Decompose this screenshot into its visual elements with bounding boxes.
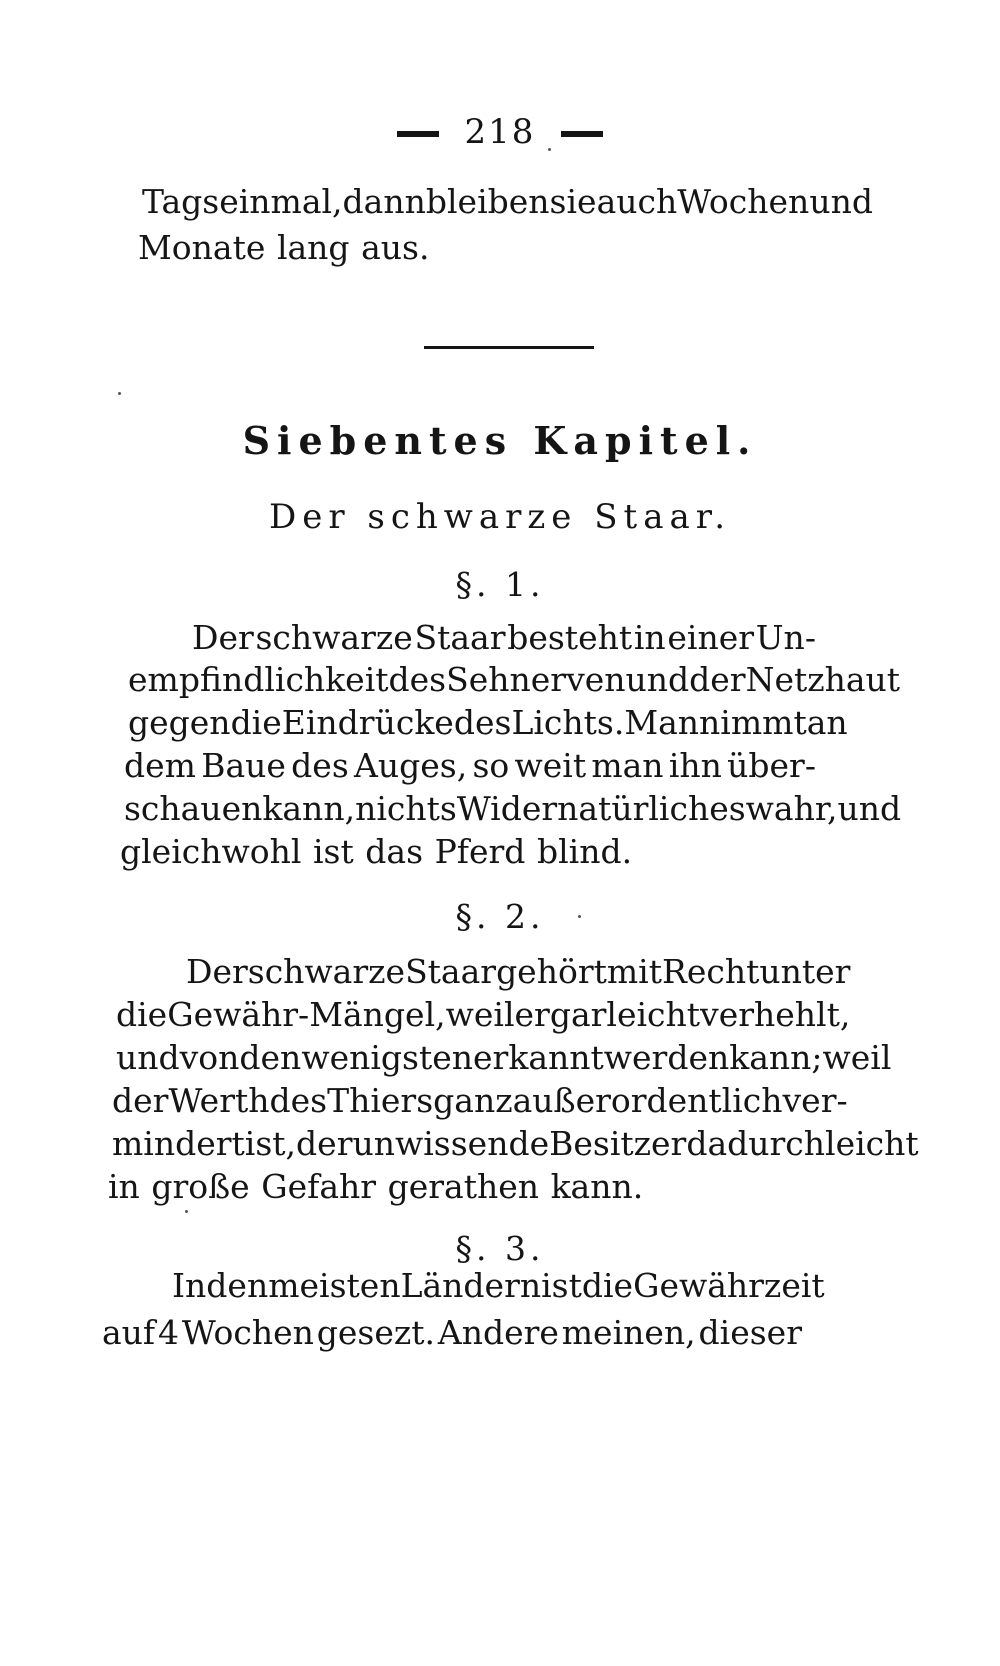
word: in xyxy=(633,618,666,657)
header-left-dash xyxy=(397,131,439,137)
word: in xyxy=(108,1167,140,1206)
word: Sehnerven xyxy=(446,660,626,699)
word: ver- xyxy=(782,1081,848,1120)
word: In xyxy=(172,1266,207,1305)
word: einer xyxy=(667,618,755,657)
word: bleiben xyxy=(425,182,550,221)
word: dann xyxy=(342,182,426,221)
word: weil xyxy=(822,1038,892,1077)
word: kann, xyxy=(262,789,356,828)
word: gehört xyxy=(496,952,607,991)
word: Netzhaut xyxy=(745,660,901,699)
word: blind. xyxy=(536,832,633,871)
paragraph-line xyxy=(172,1266,825,1306)
word: Wochen xyxy=(677,182,810,221)
word: unter xyxy=(759,952,851,991)
word: Widernatürliches xyxy=(456,789,746,828)
word: Werth xyxy=(168,1081,270,1120)
word: wenigsten xyxy=(301,1038,474,1077)
paragraph-line xyxy=(124,746,816,786)
word: meinen, xyxy=(561,1313,696,1352)
word: Thiers xyxy=(327,1081,434,1120)
word: über- xyxy=(727,746,816,785)
word: Tags xyxy=(142,182,220,221)
word: nichts xyxy=(355,789,457,828)
word: und xyxy=(116,1038,180,1077)
section-divider-rule xyxy=(424,346,594,349)
word: aus. xyxy=(361,228,430,267)
word: an xyxy=(806,703,848,742)
word: lang xyxy=(276,228,350,267)
word: einmal, xyxy=(219,182,343,221)
word: Staar xyxy=(414,618,506,657)
word: unwissende xyxy=(352,1124,550,1163)
word: Man xyxy=(624,703,700,742)
paragraph-line xyxy=(124,789,902,829)
word: ganz xyxy=(433,1081,513,1120)
word: kann; xyxy=(729,1038,823,1077)
word: besteht xyxy=(507,618,633,657)
word: der xyxy=(112,1081,169,1120)
word: gleichwohl xyxy=(120,832,302,871)
word: so xyxy=(472,746,510,785)
section-heading: §. 1. xyxy=(455,565,545,604)
word: außerordentlich xyxy=(512,1081,783,1120)
word: Gewährzeit xyxy=(633,1266,825,1305)
word: ist xyxy=(312,832,354,871)
paragraph-line xyxy=(192,618,816,658)
word: Baue xyxy=(201,746,286,785)
carryover-line xyxy=(142,182,873,222)
word: ist xyxy=(541,1266,582,1305)
word: mindert xyxy=(112,1124,245,1163)
word: von xyxy=(179,1038,240,1077)
word: empfindlichkeit xyxy=(128,660,389,699)
word: nimmt xyxy=(699,703,807,742)
word: des xyxy=(388,660,447,699)
word: kann. xyxy=(550,1167,644,1206)
header-right-dash xyxy=(561,131,603,137)
word: Gefahr xyxy=(261,1167,377,1206)
word: und xyxy=(625,660,690,699)
word: große xyxy=(151,1167,250,1206)
word: leicht xyxy=(606,995,701,1034)
word: Besitzer xyxy=(549,1124,687,1163)
paragraph-line xyxy=(112,1124,919,1164)
word: weit xyxy=(514,746,587,785)
word: auch xyxy=(596,182,678,221)
word: mit xyxy=(606,952,662,991)
word: Recht xyxy=(661,952,760,991)
word: Gewähr-Mängel, xyxy=(167,995,446,1034)
word: gar xyxy=(549,995,607,1034)
paragraph-line xyxy=(116,1038,892,1078)
word: der xyxy=(689,660,746,699)
paragraph-line xyxy=(128,660,901,700)
word: ist, xyxy=(244,1124,297,1163)
word: Pferd xyxy=(434,832,526,871)
word: gegen xyxy=(128,703,231,742)
word: erkannt xyxy=(473,1038,604,1077)
paragraph-line xyxy=(102,1313,802,1353)
word: das xyxy=(365,832,424,871)
chapter-subtitle: Der schwarze Staar. xyxy=(268,497,732,537)
paragraph-line xyxy=(186,952,851,992)
word: auf xyxy=(102,1313,156,1352)
word: des xyxy=(453,703,512,742)
word: Staar xyxy=(405,952,497,991)
word: Der xyxy=(192,618,254,657)
word: schauen xyxy=(124,789,263,828)
paragraph-line xyxy=(120,832,816,872)
word: dadurch xyxy=(686,1124,826,1163)
word: 4 xyxy=(158,1313,179,1352)
word: Wochen xyxy=(181,1313,314,1352)
page-number: 218 xyxy=(464,112,536,152)
chapter-title: Siebentes Kapitel. xyxy=(242,418,758,463)
word: werden xyxy=(603,1038,730,1077)
word: die xyxy=(230,703,282,742)
scan-speck xyxy=(548,148,551,151)
word: Andere xyxy=(437,1313,559,1352)
section-heading: §. 3. xyxy=(455,1229,545,1268)
word: dieser xyxy=(698,1313,802,1352)
word: man xyxy=(591,746,664,785)
word: den xyxy=(239,1038,302,1077)
word: schwarze xyxy=(255,618,413,657)
word: Auges, xyxy=(354,746,468,785)
word: gerathen xyxy=(387,1167,540,1206)
word: Eindrücke xyxy=(281,703,454,742)
word: meisten xyxy=(268,1266,401,1305)
word: wahr, xyxy=(745,789,838,828)
word: den xyxy=(206,1266,269,1305)
word: er xyxy=(514,995,550,1034)
word: Ländern xyxy=(400,1266,542,1305)
scan-speck xyxy=(118,392,121,395)
word: weil xyxy=(445,995,515,1034)
word: der xyxy=(296,1124,353,1163)
scan-speck xyxy=(578,915,581,918)
page-header xyxy=(0,112,1000,152)
word: gesezt. xyxy=(316,1313,436,1352)
word: und xyxy=(837,789,902,828)
word: dem xyxy=(124,746,196,785)
word: Monate xyxy=(138,228,266,267)
paragraph-line xyxy=(108,1167,810,1207)
word: Lichts. xyxy=(511,703,625,742)
word: sie xyxy=(549,182,597,221)
word: Der xyxy=(186,952,248,991)
scan-speck xyxy=(185,1210,188,1213)
paragraph-line xyxy=(116,995,851,1035)
paragraph-line xyxy=(128,703,848,743)
word: des xyxy=(291,746,349,785)
word: die xyxy=(581,1266,634,1305)
word: und xyxy=(809,182,873,221)
word: ihn xyxy=(668,746,722,785)
word: schwarze xyxy=(247,952,406,991)
word: Un- xyxy=(755,618,816,657)
word: die xyxy=(116,995,168,1034)
word: des xyxy=(269,1081,328,1120)
section-heading: §. 2. xyxy=(455,897,545,936)
word: leicht xyxy=(825,1124,919,1163)
carryover-line xyxy=(138,228,818,268)
word: verhehlt, xyxy=(700,995,851,1034)
paragraph-line xyxy=(112,1081,848,1121)
